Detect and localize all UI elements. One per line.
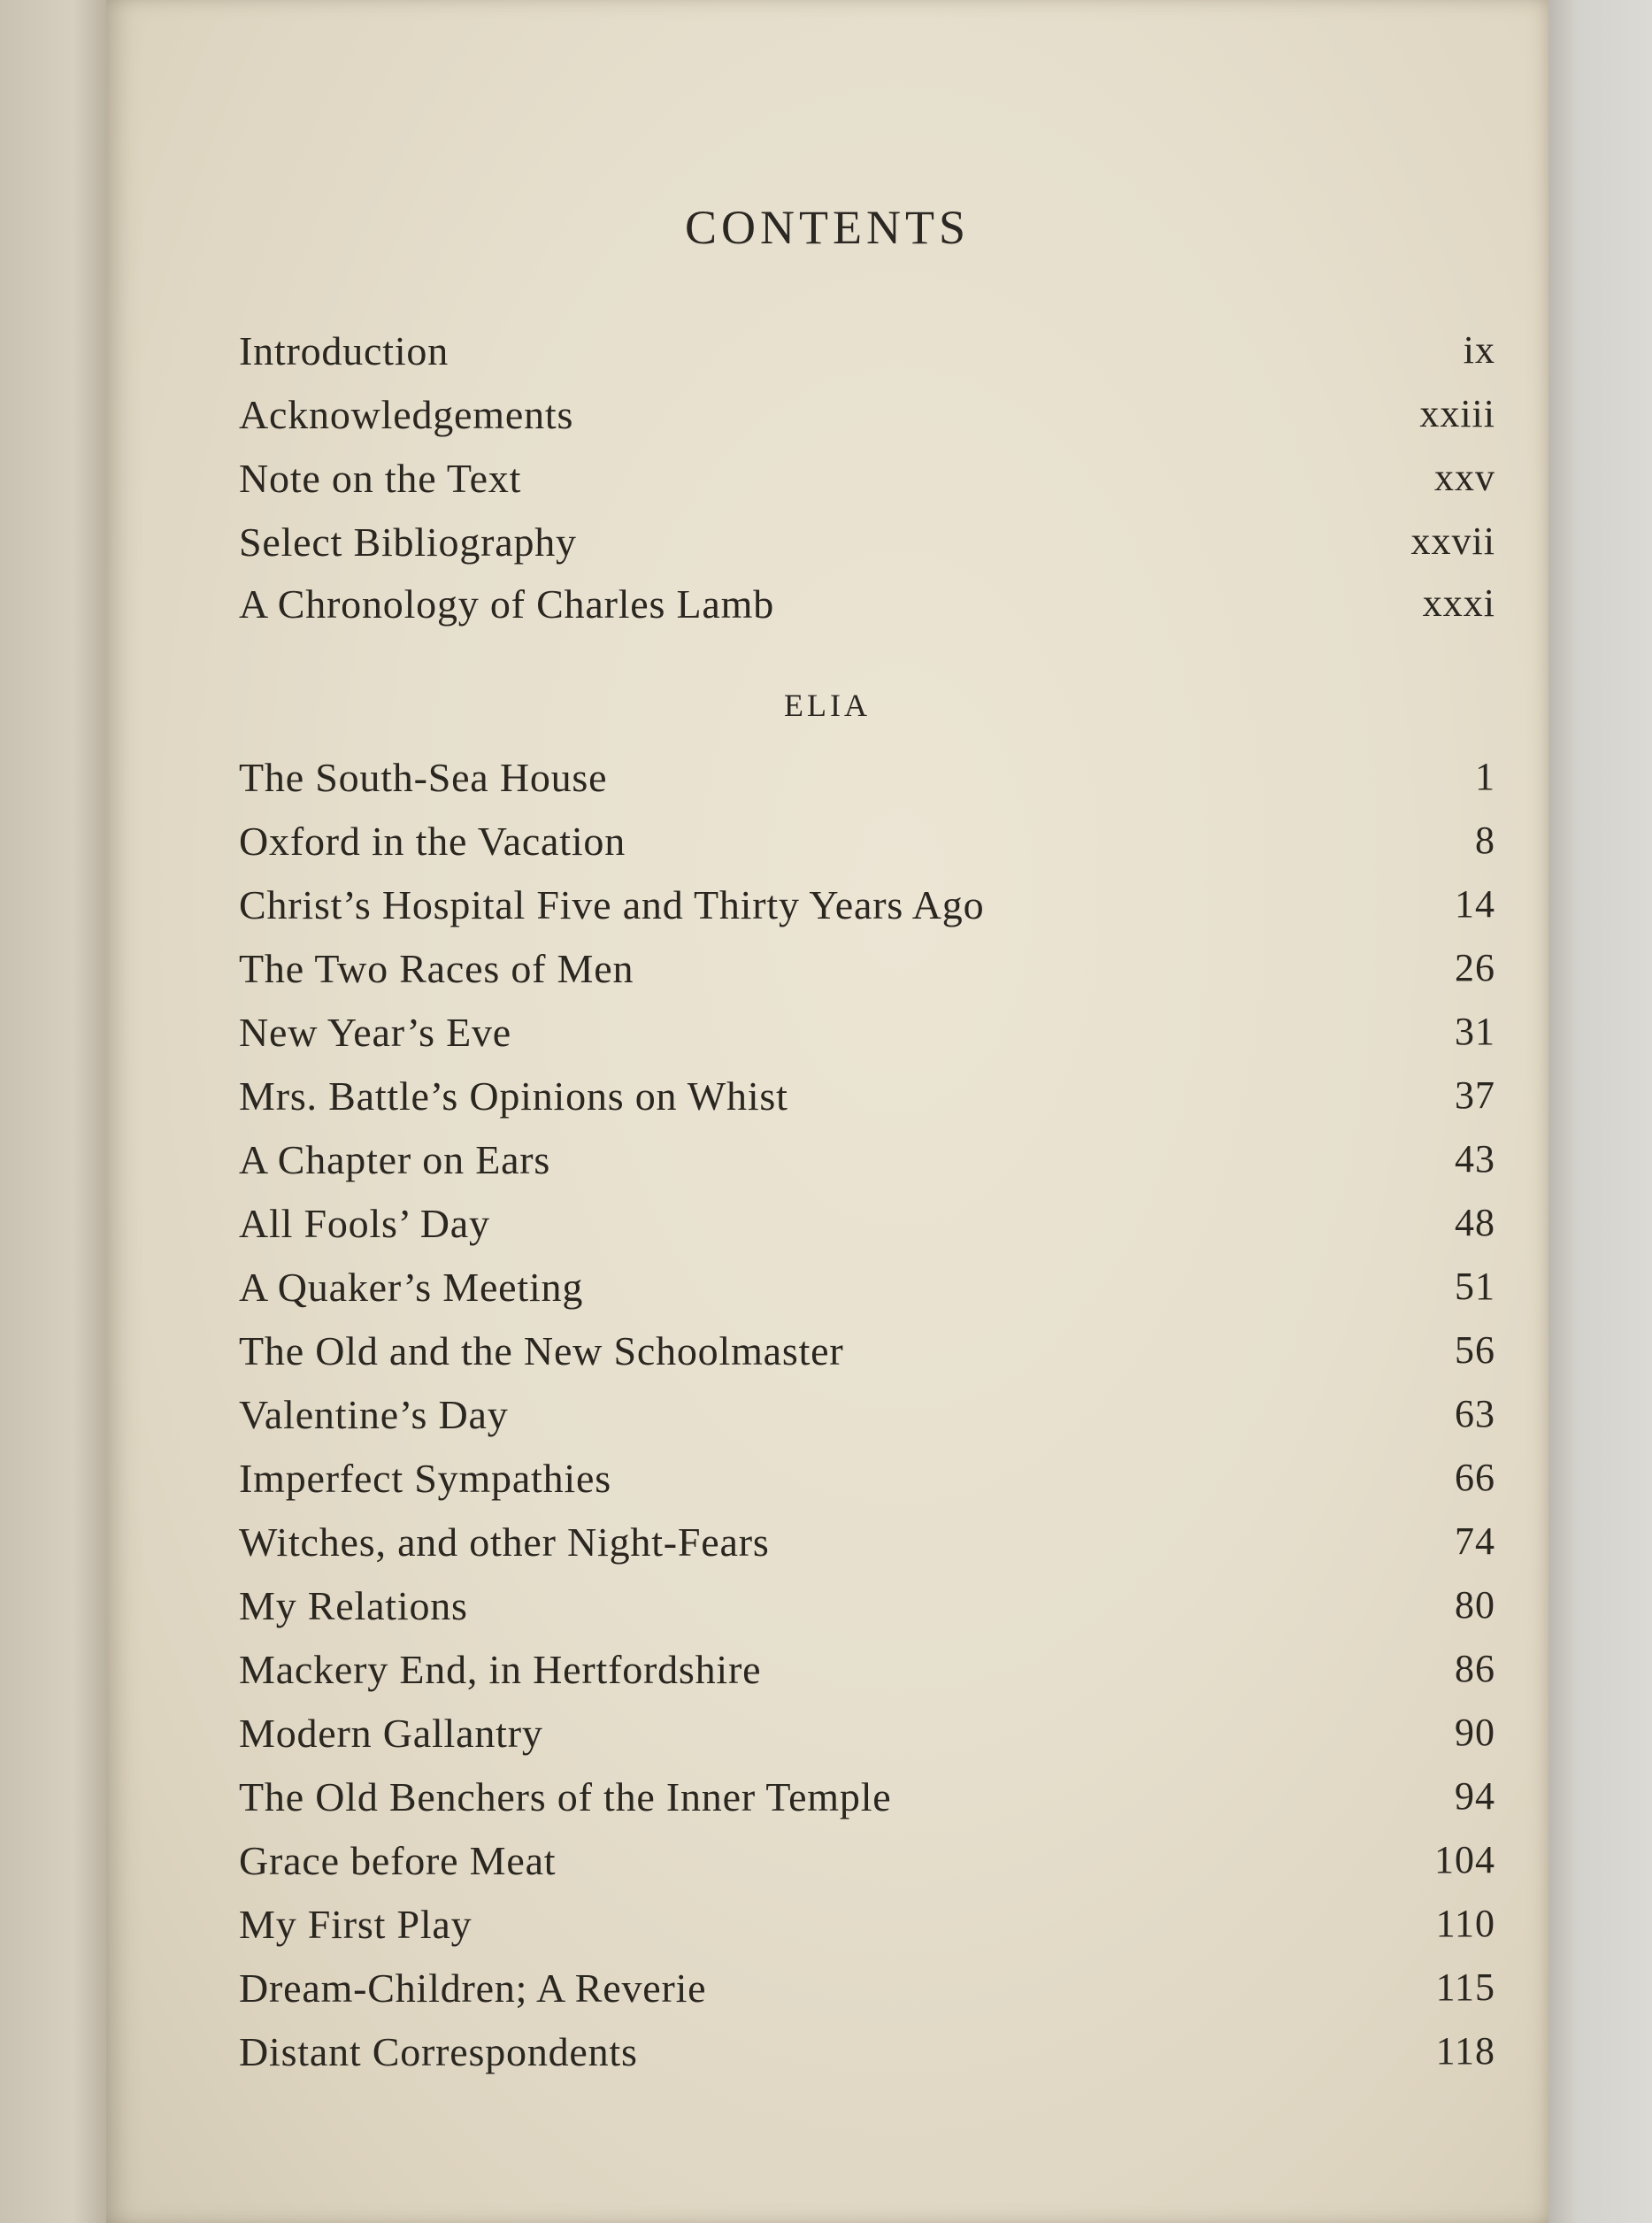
toc-entry [239,455,1495,508]
toc-entry [239,1264,1495,1317]
toc-entry-page: 110 [1435,1902,1495,1945]
background-surface [1546,0,1652,2223]
toc-entry [239,1901,1495,1954]
toc-entry-page: 63 [1455,1392,1495,1435]
toc-entry-label: A Chapter on Ears [239,1137,551,1182]
book-page [106,0,1548,2223]
toc-entry-page: 66 [1455,1456,1495,1499]
toc-entry-label: All Fools’ Day [239,1201,490,1246]
toc-entry [239,1710,1495,1763]
toc-entry-page: 43 [1455,1137,1495,1181]
toc-entry-label: My First Play [239,1902,473,1947]
toc-entry-page: 104 [1434,1838,1495,1881]
toc-entry [239,818,1495,871]
toc-entry-page: xxxi [1422,581,1495,625]
toc-entry-page: 48 [1455,1201,1495,1244]
toc-entry-label: Modern Gallantry [239,1711,543,1756]
toc-entry [239,1773,1495,1827]
toc-entry [239,754,1495,807]
toc-entry-page: xxvii [1410,519,1495,563]
toc-entry-label: Select Bibliography [239,519,577,565]
toc-entry-label: Imperfect Sympathies [239,1456,611,1501]
toc-entry [239,391,1495,444]
toc-entry-label: Grace before Meat [239,1838,557,1883]
page-title: CONTENTS [685,201,970,254]
toc-entry [239,2028,1495,2081]
toc-entry-label: A Chronology of Charles Lamb [239,581,774,627]
section-heading: ELIA [784,688,871,723]
toc-entry-label: Oxford in the Vacation [239,819,626,864]
toc-entry-page: 14 [1455,882,1495,926]
toc-entry-page: 118 [1435,2029,1495,2073]
toc-entry [239,1837,1495,1890]
toc-entry [239,581,1495,634]
toc-entry-page: 56 [1455,1328,1495,1372]
toc-entry [239,1136,1495,1189]
toc-entry-label: New Year’s Eve [239,1010,512,1055]
toc-entry-label: Christ’s Hospital Five and Thirty Years Ago [239,882,985,927]
toc-entry [239,327,1495,381]
toc-entry [239,1009,1495,1062]
toc-entry-label: The Two Races of Men [239,946,634,991]
toc-entry-page: 31 [1455,1010,1495,1053]
toc-entry-label: Witches, and other Night-Fears [239,1519,770,1565]
toc-entry-label: My Relations [239,1583,468,1628]
toc-entry-label: The South-Sea House [239,755,608,800]
toc-entry-page: 90 [1455,1711,1495,1754]
toc-entry [239,1519,1495,1572]
toc-entry [239,1455,1495,1508]
toc-entry-label: The Old Benchers of the Inner Temple [239,1774,892,1819]
toc-entry [239,1073,1495,1126]
toc-entry [239,519,1495,572]
toc-entry [239,1327,1495,1381]
toc-entry-page: 51 [1455,1265,1495,1308]
toc-entry [239,1965,1495,2018]
toc-entry [239,1200,1495,1253]
toc-entry-page: 86 [1455,1647,1495,1690]
toc-entry-page: xxiii [1419,392,1495,435]
toc-entry-page: xxv [1434,456,1495,499]
toc-entry [239,1646,1495,1699]
toc-entry-label: Distant Correspondents [239,2029,638,2074]
toc-entry-page: 8 [1475,819,1495,862]
toc-entry-page: 26 [1455,946,1495,989]
toc-entry [239,1391,1495,1444]
toc-entry-label: Acknowledgements [239,392,574,437]
toc-entry-page: 80 [1455,1583,1495,1627]
toc-entry-label: Dream-Children; A Reverie [239,1965,707,2011]
toc-entry-label: Note on the Text [239,456,522,501]
toc-entry-label: Mackery End, in Hertfordshire [239,1647,762,1692]
toc-entry [239,945,1495,998]
toc-entry-page: ix [1463,328,1495,372]
toc-entry-label: Mrs. Battle’s Opinions on Whist [239,1073,788,1119]
toc-entry-page: 74 [1455,1519,1495,1563]
toc-entry [239,1582,1495,1635]
toc-entry-page: 37 [1455,1073,1495,1117]
toc-entry-label: Valentine’s Day [239,1392,509,1437]
toc-entry-page: 94 [1455,1774,1495,1818]
toc-entry-label: A Quaker’s Meeting [239,1265,584,1310]
toc-entry-label: The Old and the New Schoolmaster [239,1328,844,1373]
toc-entry-page: 115 [1435,1965,1495,2009]
toc-entry-label: Introduction [239,328,449,373]
toc-entry [239,881,1495,935]
toc-entry-page: 1 [1475,755,1495,798]
